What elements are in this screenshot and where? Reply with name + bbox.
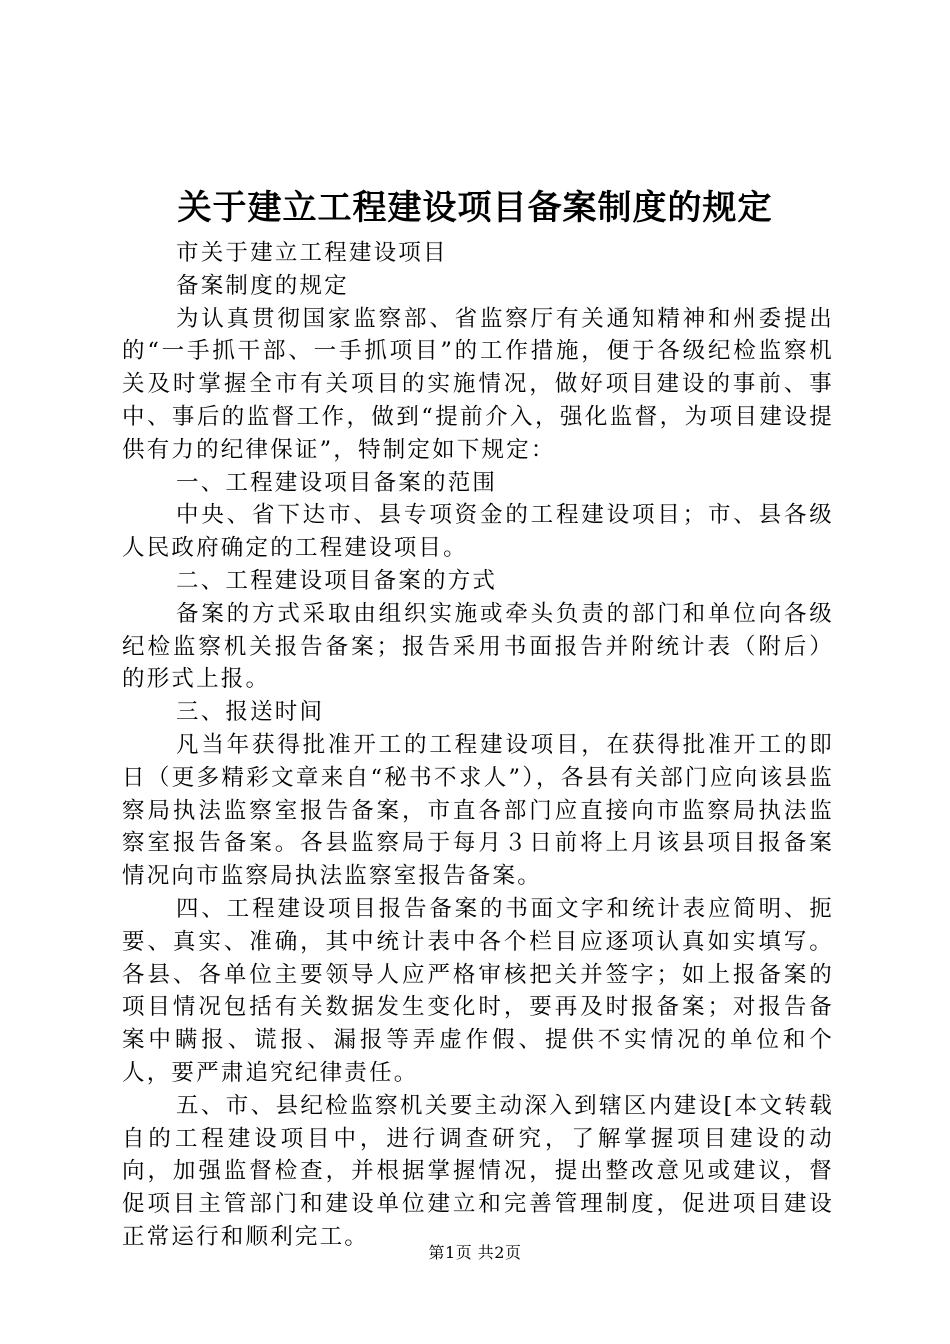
section-four-paragraph: 四、工程建设项目报告备案的书面文字和统计表应简明、扼要、真实、准确，其中统计表中各个栏目应逐项认真如实填写。各县、各单位主要领导人应严格审核把关并签字；如上报备案的项目情况包括有关数据发生变化时，要再及时报备案；对报告备案中瞒报、谎报、漏报等弄虚作假、提供不实情况的单位和个人，要严肃追究纪律责任。 [122, 895, 834, 1086]
subtitle-line-1: 市关于建立工程建设项目 [176, 240, 448, 266]
document-body [122, 237, 834, 1254]
section-heading-time: 三、报送时间 [176, 699, 325, 726]
method-paragraph: 备案的方式采取由组织实施或牵头负责的部门和单位向各级纪检监察机关报告备案；报告采用书面报告并附统计表（附后）的形式上报。 [122, 600, 834, 693]
intro-paragraph: 为认真贯彻国家监察部、省监察厅有关通知精神和州委提出的“一手抓干部、一手抓项目”的工作措施，便于各级纪检监察机关及时掌握全市有关项目的实施情况，做好项目建设的事前、事中、事后的监督工作，做到“提前介入，强化监督，为项目建设提供有力的纪律保证”，特制定如下规定： [122, 305, 834, 463]
subtitle-line-2: 备案制度的规定 [176, 272, 349, 299]
time-paragraph: 凡当年获得批准开工的工程建设项目，在获得批准开工的即日（更多精彩文章来自“秘书不求人”），各县有关部门应向该县监察局执法监察室报告备案，市直各部门应直接向市监察局执法监察室报告备案。各县监察局于每月３日前将上月该县项目报备案情况向市监察局执法监察室报告备案。 [122, 731, 834, 890]
scope-paragraph: 中央、省下达市、县专项资金的工程建设项目；市、县各级人民政府确定的工程建设项目。 [122, 502, 834, 562]
document-title: 关于建立工程建设项目备案制度的规定 [177, 188, 773, 228]
section-heading-scope: 一、工程建设项目备案的范围 [176, 469, 498, 496]
page-footer: 第1页 共2页 [428, 1243, 522, 1262]
section-heading-method: 二、工程建设项目备案的方式 [176, 567, 498, 594]
section-five-paragraph: 五、市、县纪检监察机关要主动深入到辖区内建设[本文转载自的工程建设项目中，进行调查研究，了解掌握项目建设的动向，加强监督检查，并根据掌握情况，提出整改意见或建议，督促项目主管部门和建设单位建立和完善管理制度，促进项目建设正常运行和顺利完工。 [122, 1092, 834, 1250]
